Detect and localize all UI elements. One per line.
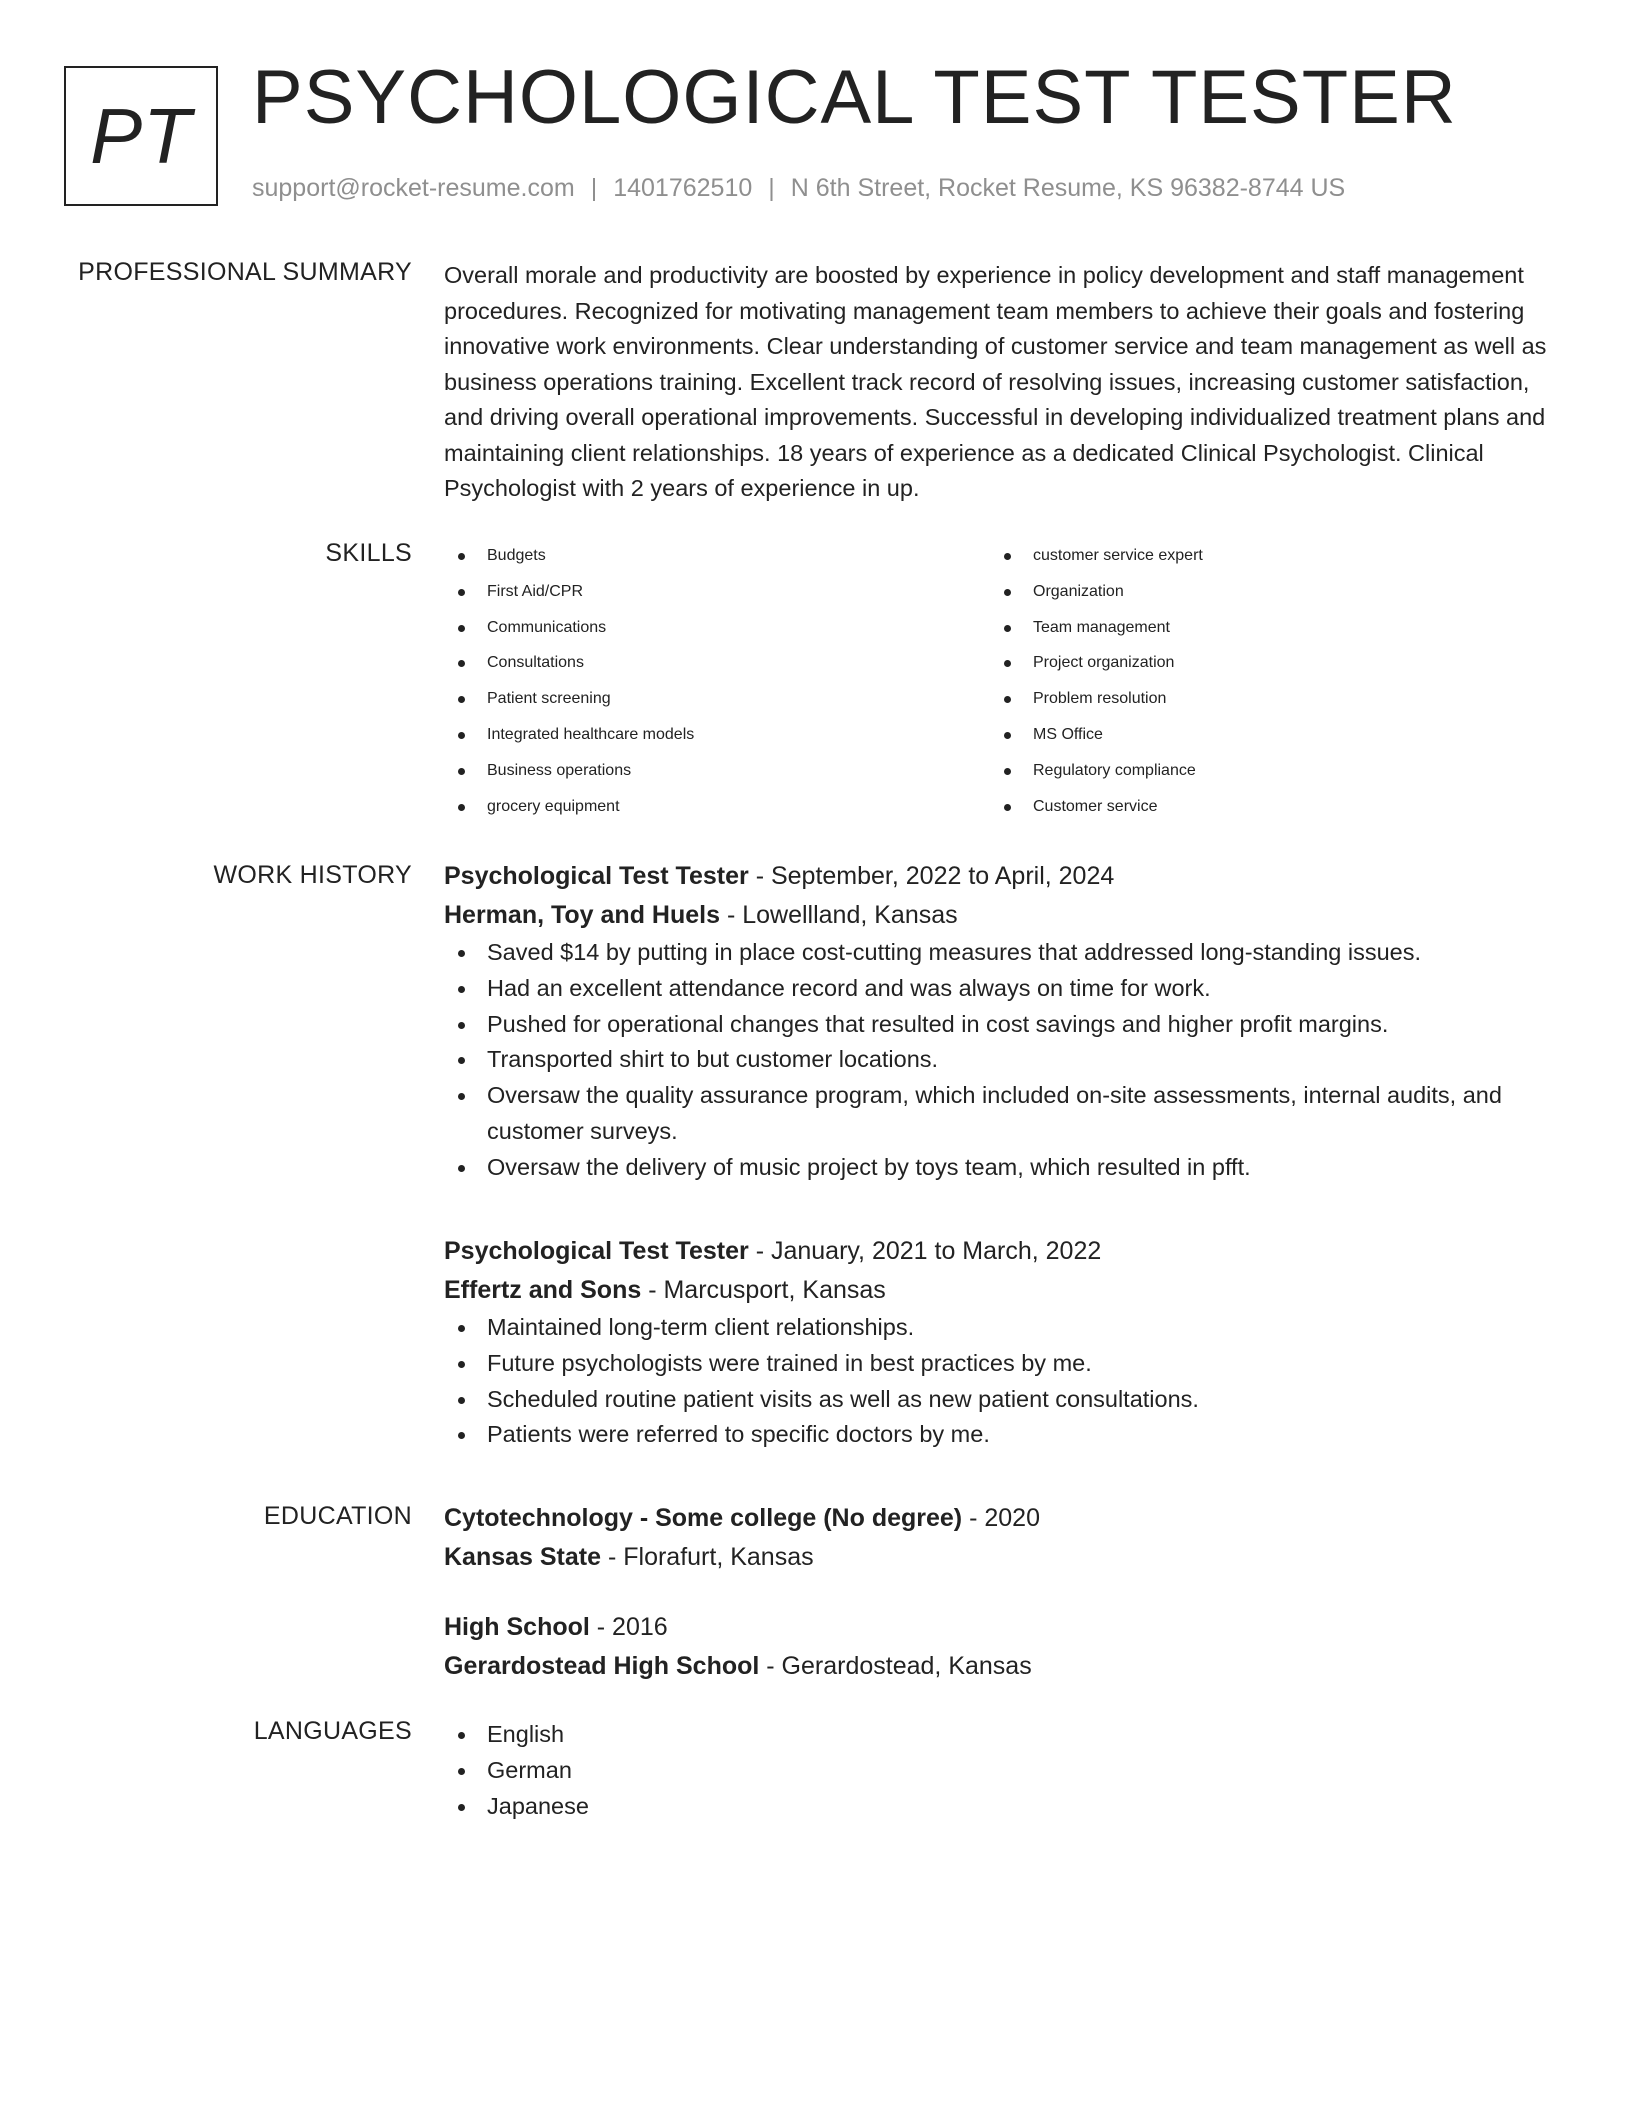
skill-item: grocery equipment — [444, 789, 984, 825]
education-location: - Gerardostead, Kansas — [759, 1652, 1032, 1680]
education-degree: Cytotechnology - Some college (No degree) — [444, 1504, 963, 1532]
job-location: - Marcusport, Kansas — [641, 1276, 886, 1304]
job-title-line — [444, 1232, 1554, 1271]
job-bullet: Saved $14 by putting in place cost-cutting measures that addressed long-standing issues. — [444, 935, 1554, 971]
job-entry — [444, 857, 1554, 1186]
skill-item: Business operations — [444, 753, 984, 789]
skills-list-left — [444, 538, 984, 824]
language-item: German — [444, 1753, 1044, 1789]
section-label-summary: PROFESSIONAL SUMMARY — [78, 258, 412, 286]
education-location: - Florafurt, Kansas — [601, 1543, 814, 1571]
job-bullet: Future psychologists were trained in best practices by me. — [444, 1346, 1554, 1382]
job-entry — [444, 1232, 1554, 1453]
job-dates: - September, 2022 to April, 2024 — [748, 862, 1115, 890]
languages-list — [444, 1717, 1044, 1824]
skill-item: customer service expert — [990, 538, 1550, 574]
skill-item: Integrated healthcare models — [444, 717, 984, 753]
job-bullet: Transported shirt to but customer locations. — [444, 1042, 1554, 1078]
skill-item: Communications — [444, 610, 984, 646]
skill-item: Consultations — [444, 645, 984, 681]
education-year: - 2020 — [962, 1504, 1040, 1532]
job-company-line — [444, 896, 1554, 935]
education-school-line — [444, 1647, 1554, 1686]
skill-item: First Aid/CPR — [444, 574, 984, 610]
skill-item: Team management — [990, 610, 1550, 646]
skill-item: Patient screening — [444, 681, 984, 717]
section-label-skills: SKILLS — [325, 539, 412, 567]
education-degree-line — [444, 1608, 1554, 1647]
job-title: Psychological Test Tester — [444, 1237, 749, 1265]
job-bullets — [444, 1310, 1554, 1453]
job-bullet: Oversaw the quality assurance program, which included on-site assessments, internal audits, and customer surveys. — [444, 1078, 1554, 1150]
job-company: Effertz and Sons — [444, 1276, 642, 1304]
contact-phone: 1401762510 — [613, 174, 753, 202]
contact-email: support@rocket-resume.com — [252, 174, 575, 202]
candidate-name: PSYCHOLOGICAL TEST TESTER — [252, 55, 1457, 140]
contact-line — [252, 174, 1345, 203]
job-company: Herman, Toy and Huels — [444, 901, 720, 929]
job-company-line — [444, 1271, 1554, 1310]
education-year: - 2016 — [589, 1613, 668, 1641]
skill-item: Project organization — [990, 645, 1550, 681]
monogram-box — [64, 66, 218, 206]
job-title: Psychological Test Tester — [444, 862, 749, 890]
section-label-languages: LANGUAGES — [253, 1717, 412, 1745]
education-degree: High School — [444, 1613, 590, 1641]
education-school-line — [444, 1538, 1554, 1577]
skill-item: Problem resolution — [990, 681, 1550, 717]
section-label-work-history: WORK HISTORY — [213, 861, 412, 889]
skill-item: Organization — [990, 574, 1550, 610]
job-bullet: Maintained long-term client relationships. — [444, 1310, 1554, 1346]
job-location: - Lowellland, Kansas — [720, 901, 958, 929]
contact-separator: | — [590, 174, 598, 202]
education-school: Kansas State — [444, 1543, 602, 1571]
job-bullet: Had an excellent attendance record and was always on time for work. — [444, 971, 1554, 1007]
skill-item: Budgets — [444, 538, 984, 574]
education-degree-line — [444, 1499, 1554, 1538]
language-item: Japanese — [444, 1789, 1044, 1825]
skill-item: MS Office — [990, 717, 1550, 753]
job-bullet: Oversaw the delivery of music project by toys team, which resulted in pfft. — [444, 1150, 1554, 1186]
education-entry — [444, 1608, 1554, 1686]
contact-address: N 6th Street, Rocket Resume, KS 96382-8744 US — [790, 174, 1346, 202]
skills-list-right — [990, 538, 1550, 824]
skill-item: Customer service — [990, 789, 1550, 825]
skill-item: Regulatory compliance — [990, 753, 1550, 789]
job-bullet: Pushed for operational changes that resulted in cost savings and higher profit margins. — [444, 1007, 1554, 1043]
education-school: Gerardostead High School — [444, 1652, 760, 1680]
job-bullet: Patients were referred to specific doctors by me. — [444, 1417, 1554, 1453]
summary-text: Overall morale and productivity are boosted by experience in policy development and staff management procedures. Recognized for motivating management team members to achieve their goals and fostering innovative work environments. Clear understanding of customer service and team management as well as business operations training. Excellent track record of resolving issues, increasing customer satisfaction, and driving overall operational improvements. Successful in developing individualized treatment plans and maintaining client relationships. 18 years of experience as a dedicated Clinical Psychologist. Clinical Psychologist with 2 years of experience in up. — [444, 262, 1547, 501]
job-bullet: Scheduled routine patient visits as well as new patient consultations. — [444, 1382, 1554, 1418]
job-title-line — [444, 857, 1554, 896]
education-entry — [444, 1499, 1554, 1577]
job-dates: - January, 2021 to March, 2022 — [748, 1237, 1102, 1265]
contact-separator: | — [768, 174, 775, 202]
job-bullets — [444, 935, 1554, 1186]
section-label-education: EDUCATION — [263, 1502, 412, 1530]
language-item: English — [444, 1717, 1044, 1753]
monogram-initials: PT — [90, 91, 192, 180]
